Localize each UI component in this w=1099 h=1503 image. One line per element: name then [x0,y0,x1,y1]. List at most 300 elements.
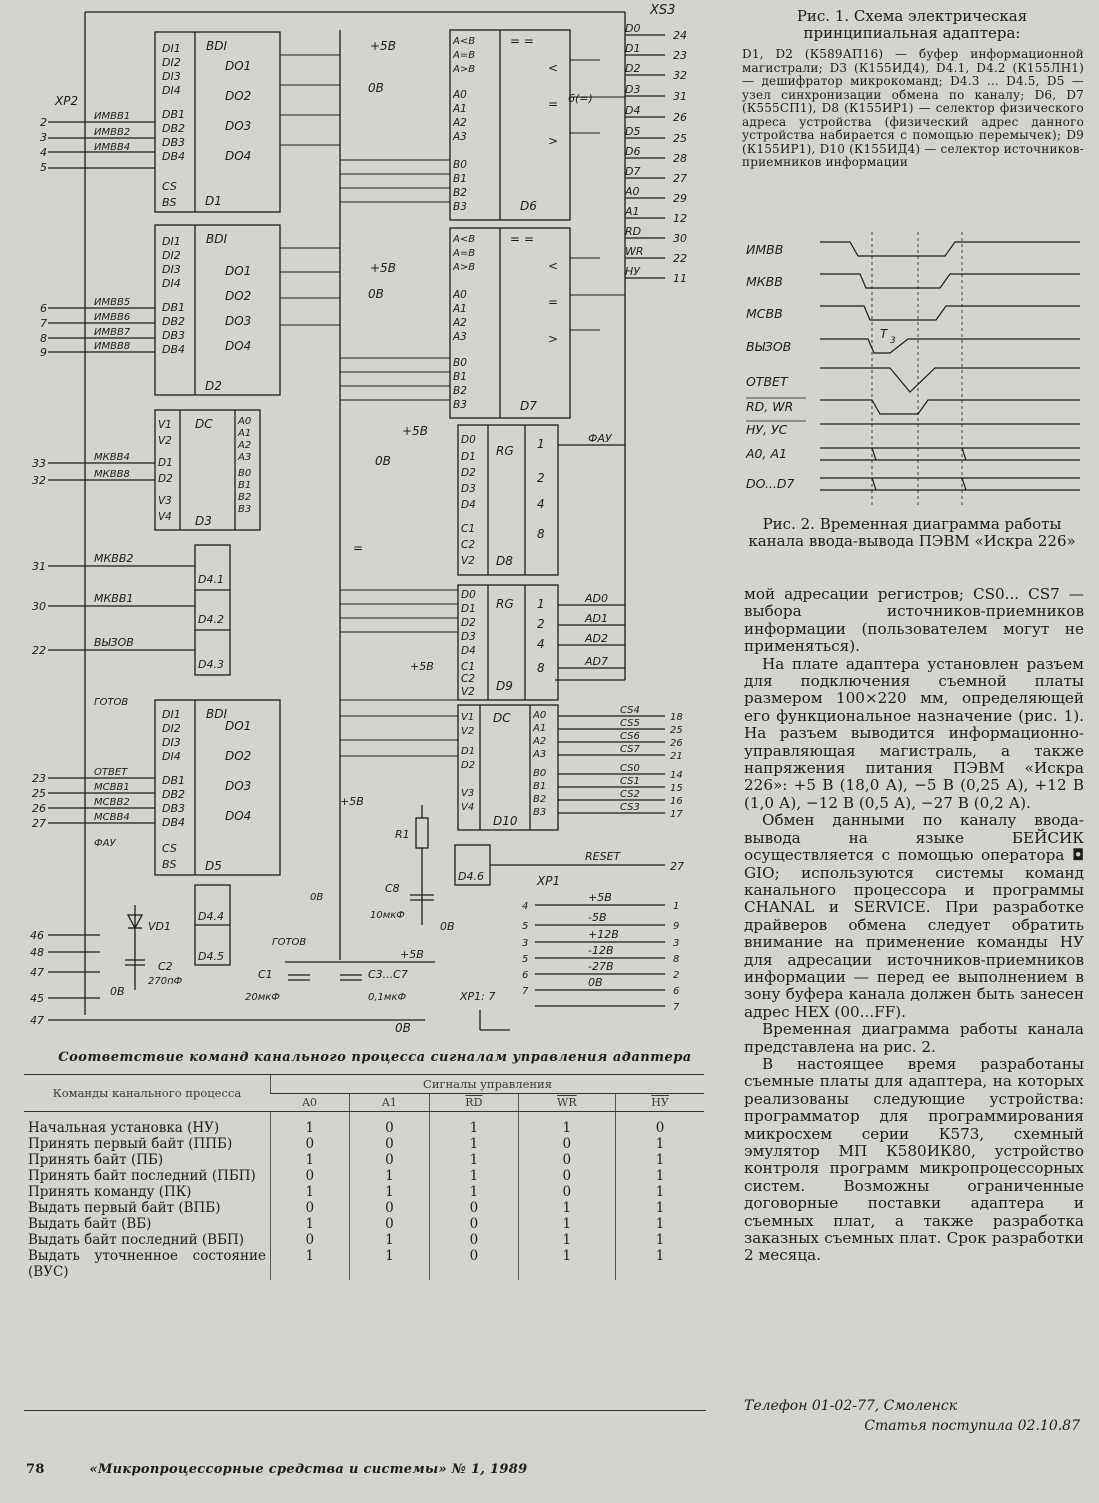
svg-text:A<B: A<B [453,234,476,245]
timing-waveform [820,478,1080,490]
svg-text:RG: RG [496,597,514,611]
svg-text:0В: 0В [110,985,125,998]
svg-text:A0: A0 [533,710,547,721]
signal-value: 1 [518,1200,616,1216]
svg-text:B0: B0 [533,768,547,779]
timing-signal-label: МКВВ [746,274,783,289]
svg-text:6(=): 6(=) [568,92,593,105]
svg-text:A>B: A>B [453,262,476,273]
svg-text:D0: D0 [625,22,641,35]
svg-text:МСВВ2: МСВВ2 [94,797,130,808]
svg-text:ФАУ: ФАУ [94,838,116,849]
svg-text:RG: RG [496,444,514,458]
svg-text:A1: A1 [533,723,547,734]
d1-type: BDI [206,39,228,53]
table-row [24,1136,704,1152]
svg-text:26: 26 [32,802,46,815]
article-p2: Обмен данными по каналу ввода-вывода на языке БЕЙСИК осуществляется с помощью оператора ◘ GIO; используются системы команд канального процессора и программы CHANAL и SERVICE. При разработке драйверов обмена следует обратить внимание на применение команды НУ для адресации источников-приемников информации — перед ее выполнением в зону буфера канала должен быть занесен адрес HEX (00...FF). [744,811,1084,1021]
svg-text:27: 27 [673,172,687,185]
svg-text:D3: D3 [461,483,476,495]
signal-value: 1 [518,1216,616,1232]
svg-text:0В: 0В [395,1021,411,1035]
svg-text:DO1: DO1 [225,719,252,733]
signal-value: 0 [271,1136,350,1152]
svg-text:B2: B2 [453,187,467,199]
svg-text:D7: D7 [520,399,537,413]
svg-text:DI3: DI3 [162,70,181,83]
figure1-caption: Рис. 1. Схема электрическая принципиальная адаптера: [796,7,1028,42]
svg-text:ИМВВ6: ИМВВ6 [94,312,131,323]
signal-value: 1 [271,1216,350,1232]
svg-text:DB2: DB2 [162,122,186,135]
svg-text:A0: A0 [453,89,467,101]
svg-text:47: 47 [30,1014,44,1027]
signal-value: 0 [349,1112,430,1137]
svg-text:B0: B0 [238,468,252,479]
svg-text:1: 1 [537,597,545,611]
svg-text:3: 3 [40,131,47,144]
svg-text:D6: D6 [520,199,537,213]
svg-text:C2: C2 [461,539,476,551]
svg-text:30: 30 [32,600,46,613]
signal-value: 1 [616,1136,704,1152]
svg-text:29: 29 [673,192,687,205]
svg-text:D2: D2 [461,760,476,771]
svg-text:DO1: DO1 [225,264,252,278]
signal-value: 0 [430,1200,518,1216]
svg-text:DC: DC [493,711,511,725]
svg-text:5: 5 [522,921,529,932]
timing-waveform [820,448,1080,460]
svg-text:DB1: DB1 [162,301,186,314]
svg-text:CS5: CS5 [620,718,640,729]
col-a0: A0 [271,1094,350,1112]
svg-text:AD2: AD2 [585,632,608,645]
table-row [24,1248,704,1280]
svg-text:D4.4: D4.4 [198,910,224,923]
svg-text:DI3: DI3 [162,736,181,749]
svg-text:B2: B2 [238,492,252,503]
svg-text:V2: V2 [461,726,475,737]
signal-value: 1 [616,1232,704,1248]
col-command-header: Команды канального процесса [24,1075,271,1112]
svg-text:1: 1 [537,437,545,451]
signal-value: 0 [349,1136,430,1152]
page-footer [26,1462,706,1477]
svg-text:31: 31 [673,90,687,103]
svg-text:BS: BS [162,858,177,871]
svg-text:C2: C2 [158,960,173,973]
signal-value: 1 [271,1152,350,1168]
svg-text:CS0: CS0 [620,763,640,774]
svg-text:B0: B0 [453,159,467,171]
svg-text:DB4: DB4 [162,816,186,829]
figure2-caption: Рис. 2. Временная диаграмма работы канала ввода-вывода ПЭВМ «Искра 226» [748,515,1076,550]
svg-text:<: < [548,61,559,75]
svg-text:МКВВ1: МКВВ1 [94,592,134,605]
svg-text:МСВВ1: МСВВ1 [94,782,130,793]
svg-text:D6: D6 [625,145,641,158]
svg-text:26: 26 [673,111,687,124]
signal-value: 1 [349,1168,430,1184]
svg-text:12: 12 [673,212,687,225]
svg-text:DO2: DO2 [225,749,252,763]
svg-text:CS6: CS6 [620,731,640,742]
svg-text:+5В: +5В [402,424,428,438]
signal-value: 0 [430,1216,518,1232]
svg-text:28: 28 [673,152,687,165]
svg-text:D5: D5 [205,859,222,873]
svg-text:B2: B2 [453,385,467,397]
article-p0: мой адресации регистров; CS0... CS7 — выбора источников-приемников информации (пользователем могут не применяться). [744,585,1084,656]
svg-text:DO3: DO3 [225,314,252,328]
svg-text:A3: A3 [238,452,252,463]
signal-value: 1 [271,1248,350,1280]
svg-text:9: 9 [673,921,680,932]
svg-text:21: 21 [670,751,683,762]
xp1-label: XP1 [537,874,561,888]
timing-signal-label: ОТВЕТ [746,374,788,389]
svg-text:ГОТОВ: ГОТОВ [94,697,129,708]
svg-text:+5В: +5В [340,795,364,808]
svg-text:A2: A2 [453,117,467,129]
svg-text:+5В: +5В [588,891,612,904]
svg-text:6: 6 [673,986,680,997]
svg-text:V4: V4 [158,511,172,523]
svg-text:CS3: CS3 [620,802,640,813]
svg-text:D2: D2 [158,473,173,485]
signal-value: 0 [349,1152,430,1168]
table-row [24,1216,704,1232]
svg-text:45: 45 [30,992,44,1005]
svg-text:22: 22 [32,644,46,657]
svg-text:25: 25 [670,725,683,736]
svg-text:C8: C8 [385,882,400,895]
table-row [24,1152,704,1168]
svg-text:D3: D3 [461,631,476,643]
svg-text:0В: 0В [368,81,384,95]
signal-value: 1 [518,1112,616,1137]
signal-value: 0 [271,1232,350,1248]
signal-value: 1 [430,1168,518,1184]
svg-text:+5В: +5В [370,261,396,275]
timing-waveform [820,242,1080,256]
timing-diagram [740,222,1090,517]
svg-text:DO3: DO3 [225,119,252,133]
svg-text:27: 27 [670,860,684,873]
svg-text:8: 8 [537,527,545,541]
svg-text:V2: V2 [461,686,475,698]
timing-signal-label: RD, WR [746,399,794,414]
svg-text:31: 31 [32,560,46,573]
svg-text:V3: V3 [461,788,475,799]
signal-value: 1 [349,1184,430,1200]
svg-text:= =: = = [510,232,534,246]
svg-text:A2: A2 [533,736,547,747]
circuit-schematic [30,0,705,1040]
svg-text:D4.2: D4.2 [198,613,224,626]
svg-text:B3: B3 [533,807,547,818]
signal-value: 0 [616,1112,704,1137]
col-nu: НУ [616,1094,704,1112]
svg-text:ВЫЗОВ: ВЫЗОВ [94,636,134,649]
svg-text:32: 32 [673,69,687,82]
svg-text:2: 2 [673,970,680,981]
svg-text:=: = [353,541,364,555]
svg-text:25: 25 [32,787,46,800]
command-name: Выдать байт (ВБ) [28,1216,152,1232]
svg-text:0В: 0В [440,920,455,933]
svg-text:D10: D10 [493,814,518,828]
svg-text:5: 5 [522,954,529,965]
timing-signal-label: ИМВВ [746,242,784,257]
journal-name: «Микропроцессорные средства и системы» № 1, 1989 [89,1462,528,1477]
svg-text:DO3: DO3 [225,779,252,793]
svg-text:VD1: VD1 [148,920,171,933]
received-date: Статья поступила 02.10.87 [864,1418,1080,1434]
svg-text:МКВВ8: МКВВ8 [94,469,130,480]
svg-text:3: 3 [673,938,680,949]
svg-text:7: 7 [673,1002,680,1013]
svg-text:D3: D3 [625,83,641,96]
svg-text:B1: B1 [533,781,547,792]
svg-text:D4: D4 [625,104,641,117]
signal-value: 1 [271,1184,350,1200]
svg-text:DI1: DI1 [162,708,181,721]
svg-text:A3: A3 [453,131,467,143]
svg-text:DB2: DB2 [162,315,186,328]
svg-text:18: 18 [670,712,683,723]
svg-text:ГОТОВ: ГОТОВ [272,937,307,948]
svg-text:A1: A1 [453,303,467,315]
reset-label: RESET [585,850,621,863]
signal-value: 0 [430,1232,518,1248]
svg-text:A=B: A=B [453,50,476,61]
svg-text:48: 48 [30,946,44,959]
table-row [24,1168,704,1184]
svg-text:ОТВЕТ: ОТВЕТ [94,767,128,778]
svg-text:A0: A0 [238,416,252,427]
svg-text:6: 6 [522,970,529,981]
col-signals-header: Сигналы управления [271,1075,705,1094]
svg-text:DI4: DI4 [162,84,181,97]
signal-value: 0 [271,1200,350,1216]
svg-text:+12В: +12В [588,928,619,941]
xp2-label: XP2 [55,94,79,108]
svg-text:DO4: DO4 [225,809,252,823]
svg-text:D9: D9 [496,679,513,693]
svg-text:DI4: DI4 [162,277,181,290]
svg-text:V3: V3 [158,495,172,507]
svg-text:B3: B3 [238,504,252,515]
svg-text:270пФ: 270пФ [148,976,183,987]
svg-text:30: 30 [673,232,687,245]
svg-text:0В: 0В [368,287,384,301]
timing-waveform [820,274,1080,288]
table-bottom-rule [24,1410,706,1411]
svg-text:-27В: -27В [588,960,614,973]
svg-text:DI2: DI2 [162,249,181,262]
svg-text:D4.3: D4.3 [198,658,224,671]
article-p4: В настоящее время разработаны съемные платы для адаптера, на которых реализованы следующие устройства: программатор для программирования микросхем серии К573, схемный эмулятор МП К580ИК80, устройство контроля программ микропроцессорных систем. Возможны ограниченные договорные поставки адаптера и съемных плат, а также разработка заказных съемных плат. Срок разработки 2 месяца. [744,1054,1084,1265]
command-name: Начальная установка (НУ) [28,1120,220,1136]
svg-text:B1: B1 [453,173,467,185]
signal-value: 1 [616,1168,704,1184]
svg-text:A=B: A=B [453,248,476,259]
svg-text:WR: WR [625,245,644,258]
table-row [24,1184,704,1200]
timing-signal-label: ВЫЗОВ [746,339,792,354]
svg-text:7: 7 [40,317,47,330]
svg-text:D2: D2 [625,62,641,75]
svg-text:DI4: DI4 [162,750,181,763]
svg-text:7: 7 [522,986,529,997]
svg-text:A1: A1 [238,428,252,439]
svg-text:26: 26 [670,738,683,749]
signal-value: 1 [349,1248,430,1280]
svg-text:V2: V2 [158,435,172,447]
svg-text:V1: V1 [461,712,475,723]
svg-text:A2: A2 [238,440,252,451]
svg-text:ИМВВ1: ИМВВ1 [94,111,131,122]
signal-value: 0 [518,1152,616,1168]
chip-d4-inverters [195,545,230,675]
col-a1: A1 [349,1094,430,1112]
svg-text:D0: D0 [461,589,476,601]
signal-value: 1 [271,1112,350,1137]
command-name: Выдать уточненное состояние (ВУС) [28,1248,266,1280]
signal-value: 0 [518,1184,616,1200]
svg-text:D7: D7 [625,165,641,178]
article-p1: На плате адаптера установлен разъем для подключения съемной платы размером 100×220 мм, определяющей его функциональное назначение (рис. 1). На разъем выводится информационно-управляющая магистраль, а также напряжения питания ПЭВМ «Искра 226»: +5 В (18,0 А), −5 В (0,25 А), +12 В (1,0 А), −12 В (0,5 А), −27 В (0,2 А). [744,654,1084,812]
svg-text:МКВВ4: МКВВ4 [94,452,130,463]
svg-text:DI2: DI2 [162,722,181,735]
signal-value: 0 [518,1168,616,1184]
svg-text:22: 22 [673,252,687,265]
svg-text:C1: C1 [461,661,476,673]
svg-text:16: 16 [670,796,683,807]
svg-text:4: 4 [522,901,529,912]
signal-value: 1 [518,1248,616,1280]
svg-text:32: 32 [32,474,46,487]
svg-text:D4.6: D4.6 [458,870,484,883]
signal-value: 1 [616,1184,704,1200]
svg-text:C1: C1 [258,968,273,981]
svg-text:10мкФ: 10мкФ [370,910,405,921]
svg-text:DB3: DB3 [162,802,186,815]
svg-text:CS1: CS1 [620,776,640,787]
svg-text:+5В: +5В [410,660,434,673]
svg-text:0В: 0В [588,976,603,989]
command-name: Принять байт (ПБ) [28,1152,164,1168]
svg-text:15: 15 [670,783,683,794]
svg-text:8: 8 [40,332,47,345]
svg-text:B1: B1 [238,480,252,491]
svg-text:DO4: DO4 [225,339,252,353]
signal-value: 1 [518,1232,616,1248]
svg-text:11: 11 [673,272,687,285]
svg-text:23: 23 [32,772,46,785]
svg-text:46: 46 [30,929,44,942]
svg-text:3: 3 [890,336,896,346]
svg-text:МКВВ2: МКВВ2 [94,552,134,565]
svg-text:D1: D1 [461,746,476,757]
svg-text:DI3: DI3 [162,263,181,276]
svg-text:НУ: НУ [625,265,640,278]
timing-waveform [820,400,1080,414]
signal-value: 1 [430,1152,518,1168]
svg-text:BS: BS [162,196,177,209]
timing-signal-label: A0, A1 [746,446,787,461]
svg-text:B1: B1 [453,371,467,383]
svg-text:D4.5: D4.5 [198,950,224,963]
table-title: Соответствие команд канального процесса сигналам управления адаптера [58,1050,692,1065]
svg-text:ФАУ: ФАУ [588,432,612,445]
svg-text:DB4: DB4 [162,343,186,356]
svg-text:DB4: DB4 [162,150,186,163]
svg-text:D5: D5 [625,125,641,138]
figure1-legend: D1, D2 (К589АП16) — буфер информационной магистрали; D3 (К155ИД4), D4.1, D4.2 (К155ЛН1) — дешифратор микрокоманд; D4.3 ... D4.5, D5 — узел синхронизации обмена по каналу; D6, D7 (К555СП1), D8 (К155ИР1) — селектор физического адреса устройства (физический адрес данного устройства набирается с помощью перемычек); D9 (К155ИР1), D10 (К155ИД4) — селектор источников-приемников информации [742,47,1084,169]
svg-text:5: 5 [40,161,47,174]
svg-text:ИМВВ2: ИМВВ2 [94,127,131,138]
svg-text:D0: D0 [461,434,476,446]
svg-text:1: 1 [673,901,680,912]
svg-text:A1: A1 [453,103,467,115]
svg-text:AD7: AD7 [585,655,608,668]
svg-text:2: 2 [40,116,47,129]
svg-text:A0: A0 [453,289,467,301]
article-p3: Временная диаграмма работы канала представлена на рис. 2. [744,1020,1084,1056]
svg-text:24: 24 [673,29,687,42]
svg-text:A3: A3 [533,749,547,760]
svg-text:ИМВВ8: ИМВВ8 [94,341,131,352]
svg-text:ИМВВ5: ИМВВ5 [94,297,131,308]
svg-text:XP1: 7: XP1: 7 [460,990,496,1003]
svg-text:DC: DC [195,417,213,431]
svg-text:AD0: AD0 [585,592,608,605]
svg-text:6: 6 [40,302,47,315]
svg-text:ИМВВ4: ИМВВ4 [94,142,131,153]
svg-text:CS7: CS7 [620,744,640,755]
t3-label: T [880,327,888,341]
timing-signal-label: НУ, УС [746,422,788,437]
svg-text:V2: V2 [461,555,475,567]
svg-text:RD: RD [625,225,642,238]
svg-text:DI1: DI1 [162,235,181,248]
svg-text:DB1: DB1 [162,774,186,787]
svg-text:D2: D2 [461,467,476,479]
article-body [744,586,1084,1265]
commands-table [24,1074,704,1280]
svg-text:A>B: A>B [453,64,476,75]
signal-value: 1 [616,1152,704,1168]
svg-text:>: > [548,332,559,346]
timing-signal-label: МСВВ [746,306,783,321]
table-row [24,1232,704,1248]
svg-text:33: 33 [32,457,46,470]
svg-text:+5В: +5В [400,948,424,961]
page-number: 78 [26,1462,45,1477]
signal-value: 1 [430,1184,518,1200]
svg-text:4: 4 [40,146,47,159]
svg-text:27: 27 [32,817,46,830]
signal-value: 1 [616,1200,704,1216]
svg-text:0В: 0В [375,454,391,468]
svg-text:V1: V1 [158,419,172,431]
svg-text:B3: B3 [453,201,467,213]
svg-text:DB3: DB3 [162,136,186,149]
svg-text:14: 14 [670,770,683,781]
